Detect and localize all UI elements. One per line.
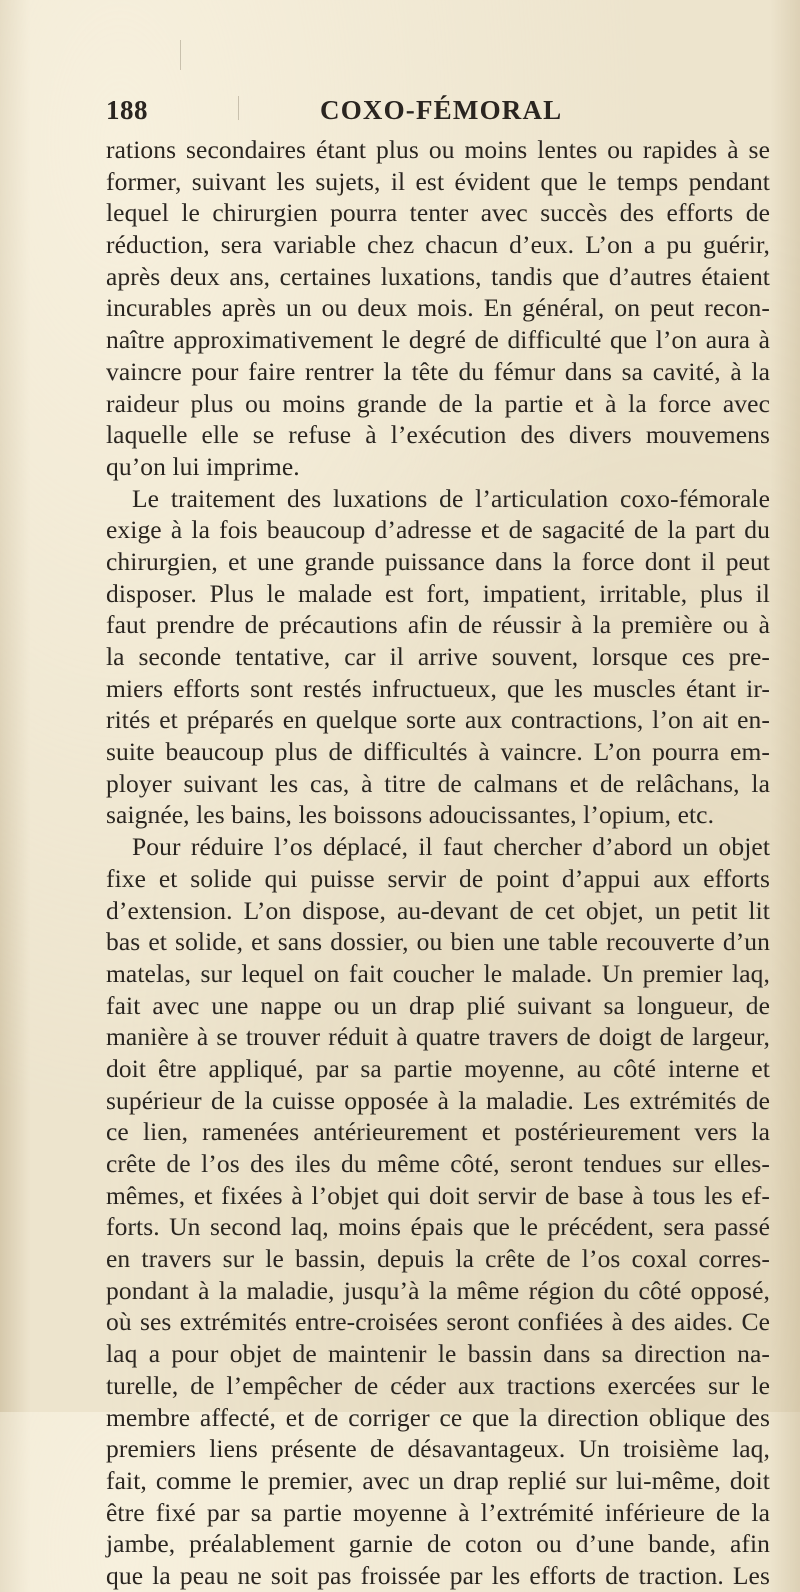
text-line: où ses extrémités entre-croisées seront confiées à des aides. Ce (106, 1307, 770, 1337)
text-line: d’extension. L’on dispose, au-devant de cet objet, un petit lit (106, 895, 770, 925)
text-line: que la peau ne soit pas froissée par les efforts de traction. Les (106, 1560, 770, 1590)
text-line: laq a pour objet de maintenir le bassin dans sa direction na- (106, 1339, 770, 1369)
text-line: supérieur de la cuisse opposée à la maladie. Les extrémités de (106, 1085, 770, 1115)
body-text (106, 134, 770, 1592)
text-line: fait, comme le premier, avec un drap replié sur lui-même, doit (106, 1465, 770, 1495)
text-line: chirurgien, et une grande puissance dans la force dont il peut (106, 546, 770, 576)
text-line: lequel le chirurgien pourra tenter avec succès des efforts de (106, 198, 770, 228)
paper-mark (180, 40, 181, 70)
text-line: être fixé par sa partie moyenne à l’extrémité inférieure de la (106, 1497, 770, 1527)
text-line: ployer suivant les cas, à titre de calmans et de relâchans, la (106, 768, 770, 798)
running-title: COXO-FÉMORAL (320, 95, 563, 125)
text-line: miers efforts sont restés infructueux, que les muscles étant ir- (106, 673, 770, 703)
text-line: laquelle elle se refuse à l’exécution des divers mouvemens (106, 420, 770, 450)
text-line: la seconde tentative, car il arrive souvent, lorsque ces pre- (106, 642, 770, 671)
text-line: fixe et solide qui puisse servir de point d’appui aux efforts (106, 863, 770, 893)
text-line: suite beaucoup plus de difficultés à vaincre. L’on pourra em- (106, 737, 770, 767)
text-line: incurables après un ou deux mois. En général, on peut recon- (106, 293, 770, 323)
text-line: mêmes, et fixées à l’objet qui doit servir de base à tous les ef- (106, 1180, 770, 1210)
text-line: rations secondaires étant plus ou moins lentes ou rapides à se (106, 135, 770, 164)
running-head (106, 95, 766, 135)
text-line: exige à la fois beaucoup d’adresse et de sagacité de la part du (106, 515, 770, 545)
page-number: 188 (106, 95, 148, 125)
text-line: en travers sur le bassin, depuis la crête de l’os coxal corres- (106, 1244, 770, 1274)
text-line: après deux ans, certaines luxations, tandis que d’autres étaient (106, 261, 770, 291)
text-line: fait avec une nappe ou un drap plié suivant sa longueur, de (106, 990, 770, 1020)
text-line: matelas, sur lequel on fait coucher le malade. Un premier laq, (106, 958, 770, 988)
text-line: raideur plus ou moins grande de la partie et à la force avec (106, 388, 770, 418)
text-line: disposer. Plus le malade est fort, impatient, irritable, plus il (106, 578, 770, 608)
text-line: qu’on lui imprime. (106, 451, 300, 481)
text-line: ce lien, ramenées antérieurement et postérieurement vers la (106, 1117, 770, 1147)
text-line: pondant à la maladie, jusqu’à la même région du côté opposé, (106, 1275, 770, 1305)
text-line: forts. Un second laq, moins épais que le précédent, sera passé (106, 1212, 770, 1242)
text-line: former, suivant les sujets, il est évident que le temps pendant (106, 166, 770, 196)
text-line: faut prendre de précautions afin de réussir à la première ou à (106, 610, 770, 640)
text-line: membre affecté, et de corriger ce que la direction oblique des (106, 1402, 770, 1432)
text-line: premiers liens présente de désavantageux. Un troisième laq, (106, 1434, 770, 1464)
text-line: vaincre pour faire rentrer la tête du fémur dans sa cavité, à la (106, 356, 770, 386)
text-line: manière à se trouver réduit à quatre travers de doigt de largeur, (106, 1022, 770, 1052)
text-line: rités et préparés en quelque sorte aux contractions, l’on ait en- (106, 705, 770, 735)
text-line: saignée, les bains, les boissons adoucissantes, l’opium, etc. (106, 800, 715, 830)
text-line: réduction, sera variable chez chacun d’eux. L’on a pu guérir, (106, 230, 770, 260)
text-line: bas et solide, et sans dossier, ou bien une table recouverte d’un (106, 927, 770, 957)
text-line: doit être appliqué, par sa partie moyenne, au côté interne et (106, 1053, 770, 1083)
text-line: crête de l’os des iles du même côté, seront tendues sur elles- (106, 1149, 770, 1178)
text-line: turelle, de l’empêcher de céder aux tractions exercées sur le (106, 1370, 770, 1400)
text-line: naître approximativement le degré de difficulté que l’on aura à (106, 325, 770, 355)
text-line: Pour réduire l’os déplacé, il faut chercher d’abord un objet (132, 832, 770, 862)
text-line: jambe, préalablement garnie de coton ou d’une bande, afin (106, 1529, 770, 1559)
text-line: Le traitement des luxations de l’articulation coxo-fémorale (132, 483, 770, 513)
